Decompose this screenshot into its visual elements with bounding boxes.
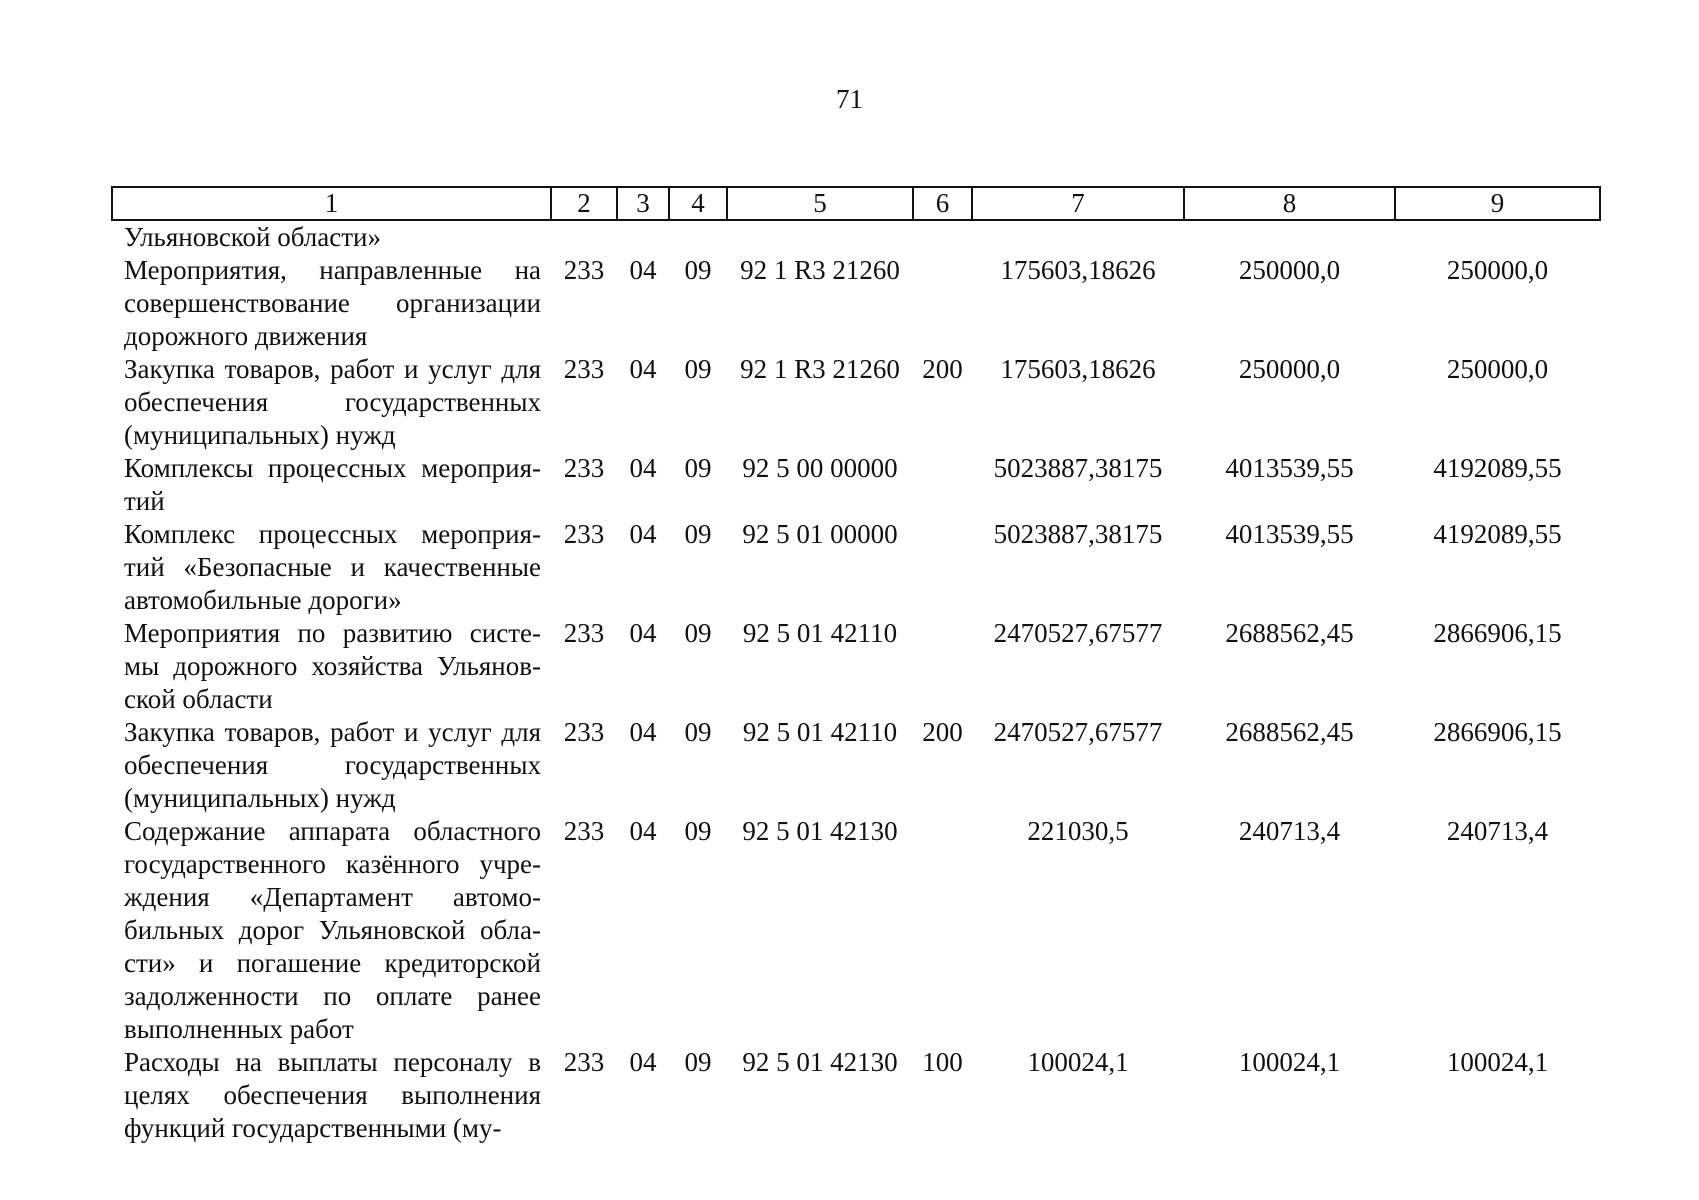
cell-col-9: [1395, 220, 1600, 254]
cell-col-5: 92 5 01 00000: [742, 519, 898, 549]
table-header: [112, 187, 1600, 220]
table-body: [112, 220, 1600, 1145]
cell-col-3: 04: [629, 453, 657, 483]
cell-col-6: 200: [922, 354, 963, 384]
header-col-7: 7: [972, 187, 1184, 220]
cell-col-3: 04: [629, 354, 657, 384]
cell-col-4: 09: [684, 1047, 712, 1077]
cell-col-5: 92 5 01 42130: [742, 1047, 898, 1077]
cell-col-4: 09: [684, 816, 712, 846]
cell-col-2: 233: [563, 354, 605, 384]
cell-col-5: 92 5 01 42110: [742, 618, 898, 648]
row-description: Мероприятия, направленные на совершенствование организации дорожного движения: [124, 255, 541, 351]
row-description: Ульяновской области»: [124, 222, 382, 252]
table-row: [112, 353, 1600, 452]
cell-col-5: 92 1 R3 21260: [740, 354, 900, 384]
cell-col-5: 92 5 00 00000: [742, 453, 898, 483]
cell-col-2: 233: [563, 717, 605, 747]
cell-col-4: 09: [684, 354, 712, 384]
cell-col-2: 233: [563, 816, 605, 846]
table-row: [112, 716, 1600, 815]
table-row: [112, 617, 1600, 716]
cell-col-6: 200: [922, 717, 963, 747]
header-col-6: 6: [913, 187, 972, 220]
cell-col-7: 221030,5: [1027, 816, 1129, 846]
table-row: [112, 1046, 1600, 1145]
header-col-4: 4: [669, 187, 727, 220]
cell-col-4: [669, 220, 727, 254]
cell-col-2: 233: [563, 519, 605, 549]
row-description: Комплексы процессных мероприя-тий: [124, 453, 541, 516]
cell-col-2: 233: [563, 1047, 605, 1077]
cell-col-4: 09: [684, 453, 712, 483]
header-col-5: 5: [727, 187, 913, 220]
cell-col-9: 2866906,15: [1433, 618, 1562, 648]
header-col-3: 3: [617, 187, 669, 220]
cell-col-6: [913, 220, 972, 254]
cell-col-7: 2470527,67577: [993, 618, 1163, 648]
cell-col-6: [913, 452, 972, 518]
cell-col-8: 240713,4: [1238, 816, 1341, 846]
header-col-9: 9: [1395, 187, 1600, 220]
table-row: [112, 254, 1600, 353]
cell-col-2: 233: [563, 453, 605, 483]
cell-col-9: 100024,1: [1446, 1047, 1549, 1077]
cell-col-7: 100024,1: [1027, 1047, 1129, 1077]
cell-col-8: 250000,0: [1238, 354, 1341, 384]
cell-col-8: [1184, 220, 1395, 254]
cell-col-6: [913, 617, 972, 716]
cell-col-2: 233: [563, 255, 605, 285]
header-col-1: 1: [112, 187, 551, 220]
cell-col-2: [551, 220, 617, 254]
cell-col-4: 09: [684, 717, 712, 747]
budget-table: [111, 186, 1601, 1145]
cell-col-3: 04: [629, 618, 657, 648]
cell-col-5: [727, 220, 913, 254]
cell-col-3: 04: [629, 816, 657, 846]
page-number: 71: [836, 84, 863, 114]
header-col-8: 8: [1184, 187, 1395, 220]
row-description: Мероприятия по развитию систе-мы дорожного хозяйства Ульянов-ской области: [124, 618, 541, 714]
cell-col-7: [972, 220, 1184, 254]
row-description: Закупка товаров, работ и услуг для обеспечения государственных (муниципальных) нужд: [124, 354, 541, 450]
cell-col-4: 09: [684, 618, 712, 648]
cell-col-6: [913, 518, 972, 617]
cell-col-8: 4013539,55: [1225, 453, 1354, 483]
cell-col-7: 5023887,38175: [993, 453, 1163, 483]
cell-col-6: [913, 815, 972, 1046]
cell-col-5: 92 5 01 42110: [742, 717, 898, 747]
cell-col-8: 2688562,45: [1225, 618, 1354, 648]
table-row: [112, 815, 1600, 1046]
cell-col-9: 2866906,15: [1433, 717, 1562, 747]
cell-col-3: [617, 220, 669, 254]
row-description: Содержание аппарата областного государственного казённого учре-ждения «Департамент автомо-бильных дорог Ульяновской обла-сти» и погашение кредиторской задолженности по оплате ранее выполненных работ: [124, 816, 541, 1044]
row-description: Расходы на выплаты персоналу в целях обеспечения выполнения функций государственными (му-: [124, 1047, 541, 1143]
cell-col-5: 92 5 01 42130: [742, 816, 898, 846]
cell-col-8: 250000,0: [1238, 255, 1341, 285]
cell-col-8: 4013539,55: [1225, 519, 1354, 549]
cell-col-3: 04: [629, 717, 657, 747]
cell-col-3: 04: [629, 519, 657, 549]
cell-col-9: 240713,4: [1446, 816, 1549, 846]
table-row: [112, 452, 1600, 518]
cell-col-6: 100: [922, 1047, 963, 1077]
cell-col-4: 09: [684, 519, 712, 549]
row-description: Закупка товаров, работ и услуг для обеспечения государственных (муниципальных) нужд: [124, 717, 541, 813]
cell-col-6: [913, 254, 972, 353]
cell-col-9: 4192089,55: [1433, 453, 1562, 483]
cell-col-4: 09: [684, 255, 712, 285]
row-description: Комплекс процессных мероприя-тий «Безопасные и качественные автомобильные дороги»: [124, 519, 541, 615]
header-col-2: 2: [551, 187, 617, 220]
cell-col-3: 04: [629, 1047, 657, 1077]
header-row: [112, 187, 1600, 220]
cell-col-7: 175603,18626: [1000, 255, 1156, 285]
cell-col-2: 233: [563, 618, 605, 648]
cell-col-9: 250000,0: [1446, 255, 1549, 285]
table-row: [112, 220, 1600, 254]
cell-col-9: 4192089,55: [1433, 519, 1562, 549]
table-row: [112, 518, 1600, 617]
cell-col-8: 100024,1: [1238, 1047, 1341, 1077]
cell-col-8: 2688562,45: [1225, 717, 1354, 747]
cell-col-7: 175603,18626: [1000, 354, 1156, 384]
cell-col-3: 04: [629, 255, 657, 285]
cell-col-5: 92 1 R3 21260: [740, 255, 900, 285]
cell-col-9: 250000,0: [1446, 354, 1549, 384]
cell-col-7: 2470527,67577: [993, 717, 1163, 747]
cell-col-7: 5023887,38175: [993, 519, 1163, 549]
